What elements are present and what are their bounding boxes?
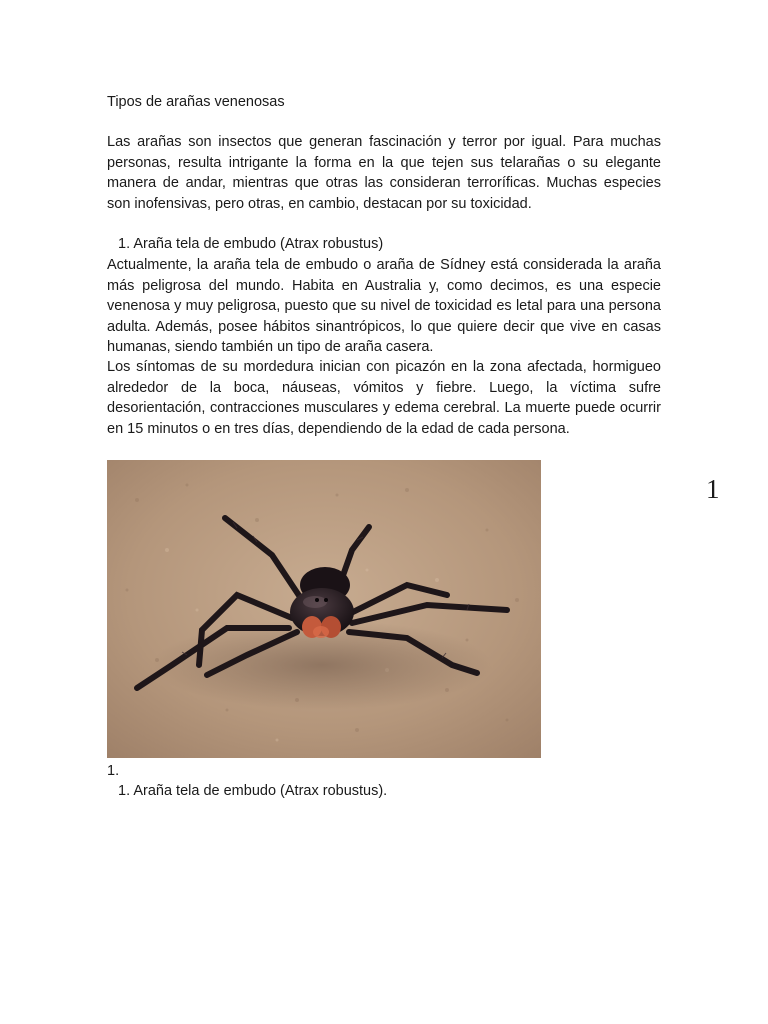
figure-number: 1. [107,763,120,779]
section-paragraph-1: Actualmente, la araña tela de embudo o araña de Sídney está considerada la araña más peligrosa del mundo. Habita en Australia y, como decimos, es una especie venenosa y muy peligrosa, puesto que su nivel de toxicidad es letal para una persona adulta. Además, posee hábitos sinantrópicos, lo que quiere decir que vive en casas humanas, siendo también un tipo de araña casera. [107,257,661,355]
funnel-web-spider-image [107,460,541,758]
spider-photo [107,460,541,758]
page-number: 1 [706,474,720,504]
section-paragraph-2: Los síntomas de su mordedura inician con picazón en la zona afectada, hormigueo alrededor de la boca, náuseas, vómitos y fiebre. Luego, la víctima sufre desorientación, contracciones musculares y edema cerebral. La muerte puede ocurrir en 15 minutos o en tres días, dependiendo de la edad de cada persona. [107,359,661,437]
section-heading: 1. Araña tela de embudo (Atrax robustus) [118,236,384,252]
intro-paragraph: Las arañas son insectos que generan fascinación y terror por igual. Para muchas personas, resulta intrigante la forma en la que tejen sus telarañas o su elegante manera de andar, mientras que otras las consideran terroríficas. Muchas especies son inofensivas, pero otras, en cambio, destacan por su toxicidad. [107,134,661,212]
document-title: Tipos de arañas venenosas [107,94,285,110]
figure-caption: 1. Araña tela de embudo (Atrax robustus). [118,783,388,799]
